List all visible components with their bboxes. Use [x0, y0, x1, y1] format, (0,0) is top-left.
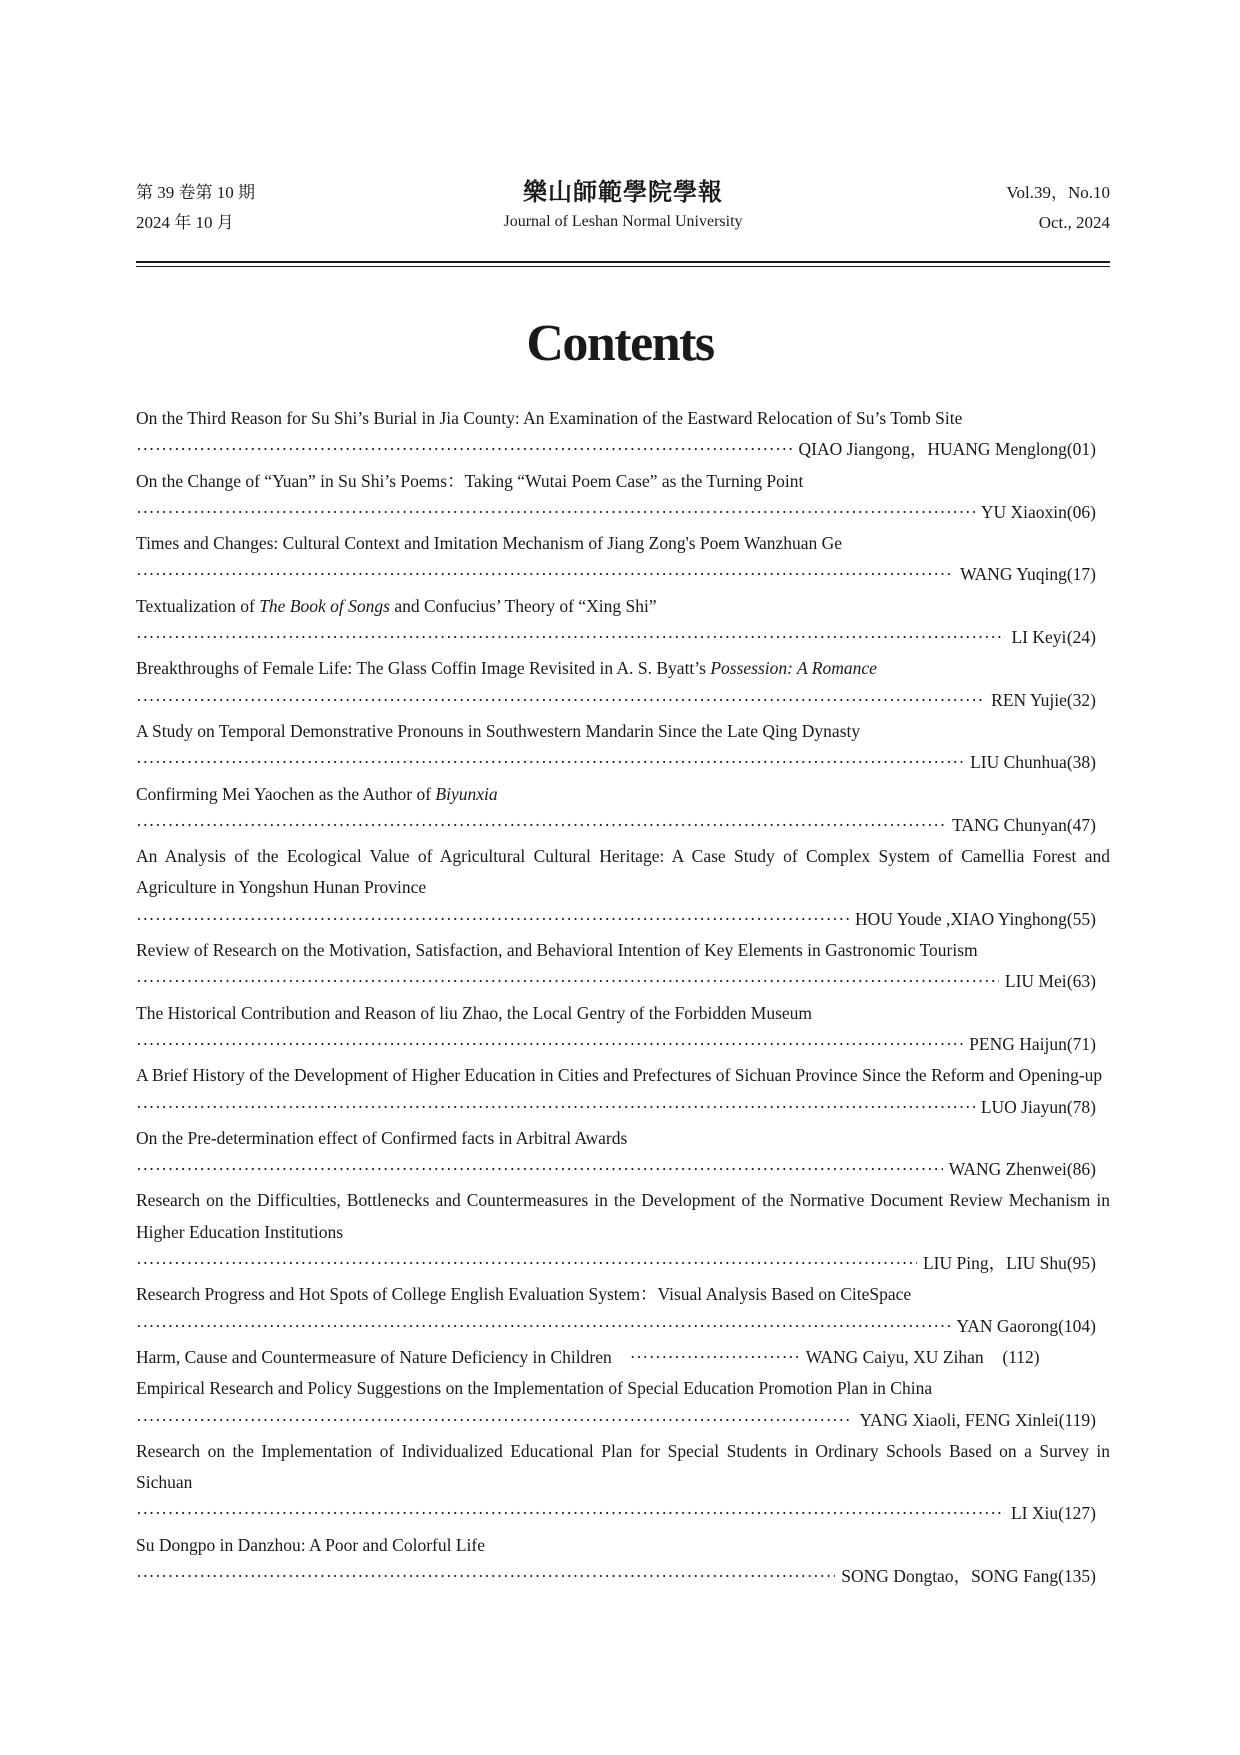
- entry-title: [136, 784, 498, 804]
- toc-entry: [136, 591, 1110, 654]
- entry-page-number: (119): [1058, 1409, 1096, 1430]
- entry-authors: LIU Ping，LIU Shu: [922, 1253, 1067, 1274]
- entry-title: [136, 1190, 1110, 1241]
- entry-author-row: [136, 1092, 1110, 1123]
- entry-authors: LIU Chunhua: [970, 752, 1067, 773]
- entry-author-row: [136, 497, 1110, 528]
- entry-page-number: (86): [1066, 1159, 1096, 1180]
- entry-author-row: [136, 1405, 1110, 1436]
- entry-title-text: On the Pre-determination effect of Confirmed facts in Arbitral Awards: [136, 1127, 628, 1148]
- toc-entry: [136, 1060, 1110, 1123]
- date-cn: 2024 年 10 月: [136, 213, 234, 232]
- entry-title-text: Times and Changes: Cultural Context and Imitation Mechanism of Jiang Zong's Poem Wanzhuan Ge: [136, 533, 843, 554]
- page-title: Contents: [526, 315, 714, 372]
- entry-title: [136, 1535, 485, 1555]
- entry-title-text: Research on the Difficulties, Bottlenecks and Countermeasures in the Development of the Normative Document Review Mechanism in Higher Education Institutions: [136, 1190, 1110, 1242]
- entry-page-number: (06): [1066, 501, 1096, 522]
- entry-title: [136, 1128, 627, 1148]
- toc-entry: [136, 1279, 1110, 1342]
- table-of-contents: [136, 403, 1110, 1592]
- leader-dots: [136, 1029, 963, 1060]
- entry-author-row: [136, 1498, 1110, 1529]
- entry-title-text: On the Third Reason for Su Shi’s Burial in Jia County: An Examination of the Eastward Relocation of Su’s Tomb Site: [136, 408, 963, 428]
- entry-page-number: (104): [1058, 1315, 1096, 1336]
- toc-entry: [136, 1185, 1110, 1279]
- toc-entry: [136, 1530, 1110, 1593]
- entry-title-text: Review of Research on the Motivation, Satisfaction, and Behavioral Intention of Key Elements in Gastronomic Tourism: [136, 940, 978, 961]
- entry-author-row: [136, 1311, 1110, 1342]
- entry-title-text: A Study on Temporal Demonstrative Pronouns in Southwestern Mandarin Since the Late Qing Dynasty: [136, 720, 861, 741]
- toc-entry: [136, 466, 1110, 529]
- entry-author-row: [136, 434, 1110, 465]
- toc-entry: [136, 716, 1110, 779]
- entry-title: [136, 1441, 1110, 1492]
- toc-entry: [136, 935, 1110, 998]
- leader-dots: [136, 1561, 835, 1592]
- entry-title-text: The Historical Contribution and Reason of liu Zhao, the Local Gentry of the Forbidden Museum: [136, 1002, 813, 1023]
- entry-page-number: (32): [1066, 689, 1096, 710]
- journal-name-en: Journal of Leshan Normal University: [503, 213, 743, 230]
- journal-name-cn: 樂山師範學院學報: [523, 180, 723, 206]
- leader-dots: [136, 1498, 1005, 1529]
- entry-author-row: [136, 810, 1110, 841]
- leader-dots: [630, 1342, 800, 1373]
- entry-title-text: On the Change of “Yuan” in Su Shi’s Poems：Taking “Wutai Poem Case” as the Turning Point: [136, 470, 804, 491]
- entry-author-row: [136, 1561, 1110, 1592]
- entry-authors: WANG Yuqing: [960, 564, 1067, 585]
- entry-authors: YAN Gaorong: [956, 1315, 1059, 1336]
- entry-title: [136, 846, 1110, 897]
- entry-page-number: (78): [1066, 1096, 1096, 1117]
- entry-authors: YU Xiaoxin: [980, 501, 1067, 522]
- leader-dots: [136, 559, 954, 590]
- entry-author-row: [136, 685, 1110, 716]
- entry-authors: HOU Youde ,XIAO Yinghong: [855, 908, 1067, 929]
- entry-page-number: (135): [1058, 1565, 1096, 1586]
- leader-dots: [136, 1405, 853, 1436]
- leader-dots: [136, 1092, 975, 1123]
- entry-page-number: (71): [1066, 1033, 1096, 1054]
- entry-title: [136, 533, 842, 553]
- entry-title: [136, 1065, 1102, 1085]
- entry-author-row: [136, 904, 1110, 935]
- entry-authors: LUO Jiayun: [980, 1096, 1067, 1117]
- entry-authors: SONG Dongtao，SONG Fang: [841, 1565, 1059, 1586]
- entry-page-number: (17): [1066, 564, 1096, 585]
- entry-title-text: Empirical Research and Policy Suggestions on the Implementation of Special Education Promotion Plan in China: [136, 1378, 933, 1399]
- entry-title: [136, 408, 962, 428]
- toc-entry: [136, 841, 1110, 935]
- entry-author-row: [136, 1029, 1110, 1060]
- date-en: Oct., 2024: [1038, 213, 1110, 232]
- entry-author-row: [136, 747, 1110, 778]
- volume-cn: 第 39 卷第 10 期: [136, 183, 255, 202]
- entry-authors: LI Keyi: [1011, 627, 1067, 648]
- toc-entry: [136, 779, 1110, 842]
- leader-dots: [136, 747, 964, 778]
- entry-author-row: [136, 622, 1110, 653]
- entry-page-number: (112): [1002, 1346, 1040, 1367]
- toc-entry: [136, 1123, 1110, 1186]
- journal-header: [136, 178, 1110, 258]
- entry-page-number: (63): [1066, 971, 1096, 992]
- entry-page-number: (47): [1066, 814, 1096, 835]
- entry-authors: REN Yujie: [991, 689, 1067, 710]
- entry-title-text: Harm, Cause and Countermeasure of Nature Deficiency in Children: [136, 1346, 612, 1367]
- entry-title: [136, 1284, 911, 1304]
- entry-authors: QIAO Jiangong，HUANG Menglong: [798, 439, 1067, 460]
- header-rule-thin: [136, 266, 1110, 267]
- leader-dots: [136, 1154, 943, 1185]
- leader-dots: [136, 497, 975, 528]
- leader-dots: [136, 622, 1005, 653]
- leader-dots: [136, 685, 985, 716]
- entry-page-number: (38): [1066, 752, 1096, 773]
- leader-dots: [136, 1248, 917, 1279]
- entry-page-number: (127): [1058, 1503, 1096, 1524]
- entry-title-text: Confirming Mei Yaochen as the Author of: [136, 783, 436, 804]
- leader-dots: [136, 1311, 951, 1342]
- volume-en: Vol.39，No.10: [1006, 183, 1110, 202]
- toc-entry: [136, 1342, 1110, 1373]
- entry-title: [136, 1342, 630, 1373]
- header-rule-thick: [136, 261, 1110, 263]
- toc-entry: [136, 653, 1110, 716]
- entry-authors: WANG Zhenwei: [948, 1159, 1067, 1180]
- entry-authors: YANG Xiaoli, FENG Xinlei: [859, 1409, 1059, 1430]
- header-right: [1006, 178, 1110, 238]
- entry-title: [136, 721, 860, 741]
- entry-title-text: A Brief History of the Development of Higher Education in Cities and Prefectures of Sichuan Province Since the Reform and Opening-up: [136, 1065, 1103, 1086]
- leader-dots: [136, 904, 849, 935]
- entry-page-number: (95): [1066, 1253, 1096, 1274]
- entry-authors: PENG Haijun: [969, 1033, 1067, 1054]
- entry-title-text: Breakthroughs of Female Life: The Glass Coffin Image Revisited in A. S. Byatt’s: [136, 658, 711, 679]
- entry-author-row: [136, 1342, 1110, 1373]
- toc-entry: [136, 1373, 1110, 1436]
- entry-title: [136, 940, 978, 960]
- leader-dots: [136, 810, 946, 841]
- entry-author-row: [136, 1154, 1110, 1185]
- toc-entry: [136, 1436, 1110, 1530]
- entry-title-text: Research on the Implementation of Individualized Educational Plan for Special Students in Ordinary Schools Based on a Survey in Sichuan: [136, 1440, 1110, 1493]
- entry-authors: LIU Mei: [1004, 971, 1067, 992]
- toc-entry: [136, 403, 1110, 466]
- entry-title-italic: The Book of Songs: [259, 595, 390, 616]
- entry-title-italic: Possession: A Romance: [710, 658, 877, 679]
- entry-title: [136, 1003, 812, 1023]
- leader-dots: [136, 434, 793, 465]
- entry-title-text: Research Progress and Hot Spots of College English Evaluation System：Visual Analysis Based on CiteSpace: [136, 1284, 912, 1305]
- entry-author-row: [136, 559, 1110, 590]
- entry-authors: TANG Chunyan: [952, 814, 1067, 835]
- entry-title-text: Textualization of: [136, 595, 260, 616]
- entry-title: [136, 596, 657, 616]
- entry-title: [136, 658, 877, 678]
- entry-page-number: (55): [1066, 908, 1096, 929]
- entry-authors: LI Xiu: [1010, 1503, 1059, 1524]
- entry-title-text: Su Dongpo in Danzhou: A Poor and Colorful Life: [136, 1534, 486, 1555]
- entry-title: [136, 1378, 932, 1398]
- entry-authors: WANG Caiyu, XU Zihan: [805, 1346, 984, 1367]
- entry-title-text: and Confucius’ Theory of “Xing Shi”: [389, 595, 657, 616]
- header-center: [136, 178, 1110, 236]
- entry-author-row: [136, 966, 1110, 997]
- entry-author-row: [136, 1248, 1110, 1279]
- entry-title-italic: Biyunxia: [435, 783, 498, 804]
- entry-title: [136, 471, 803, 491]
- leader-dots: [136, 966, 999, 997]
- entry-page-number: (01): [1066, 439, 1096, 460]
- entry-title-text: An Analysis of the Ecological Value of Agricultural Cultural Heritage: A Case Study of Complex System of Camellia Forest and Agriculture in Yongshun Hunan Province: [136, 846, 1110, 898]
- entry-page-number: (24): [1066, 627, 1096, 648]
- toc-entry: [136, 528, 1110, 591]
- toc-entry: [136, 998, 1110, 1061]
